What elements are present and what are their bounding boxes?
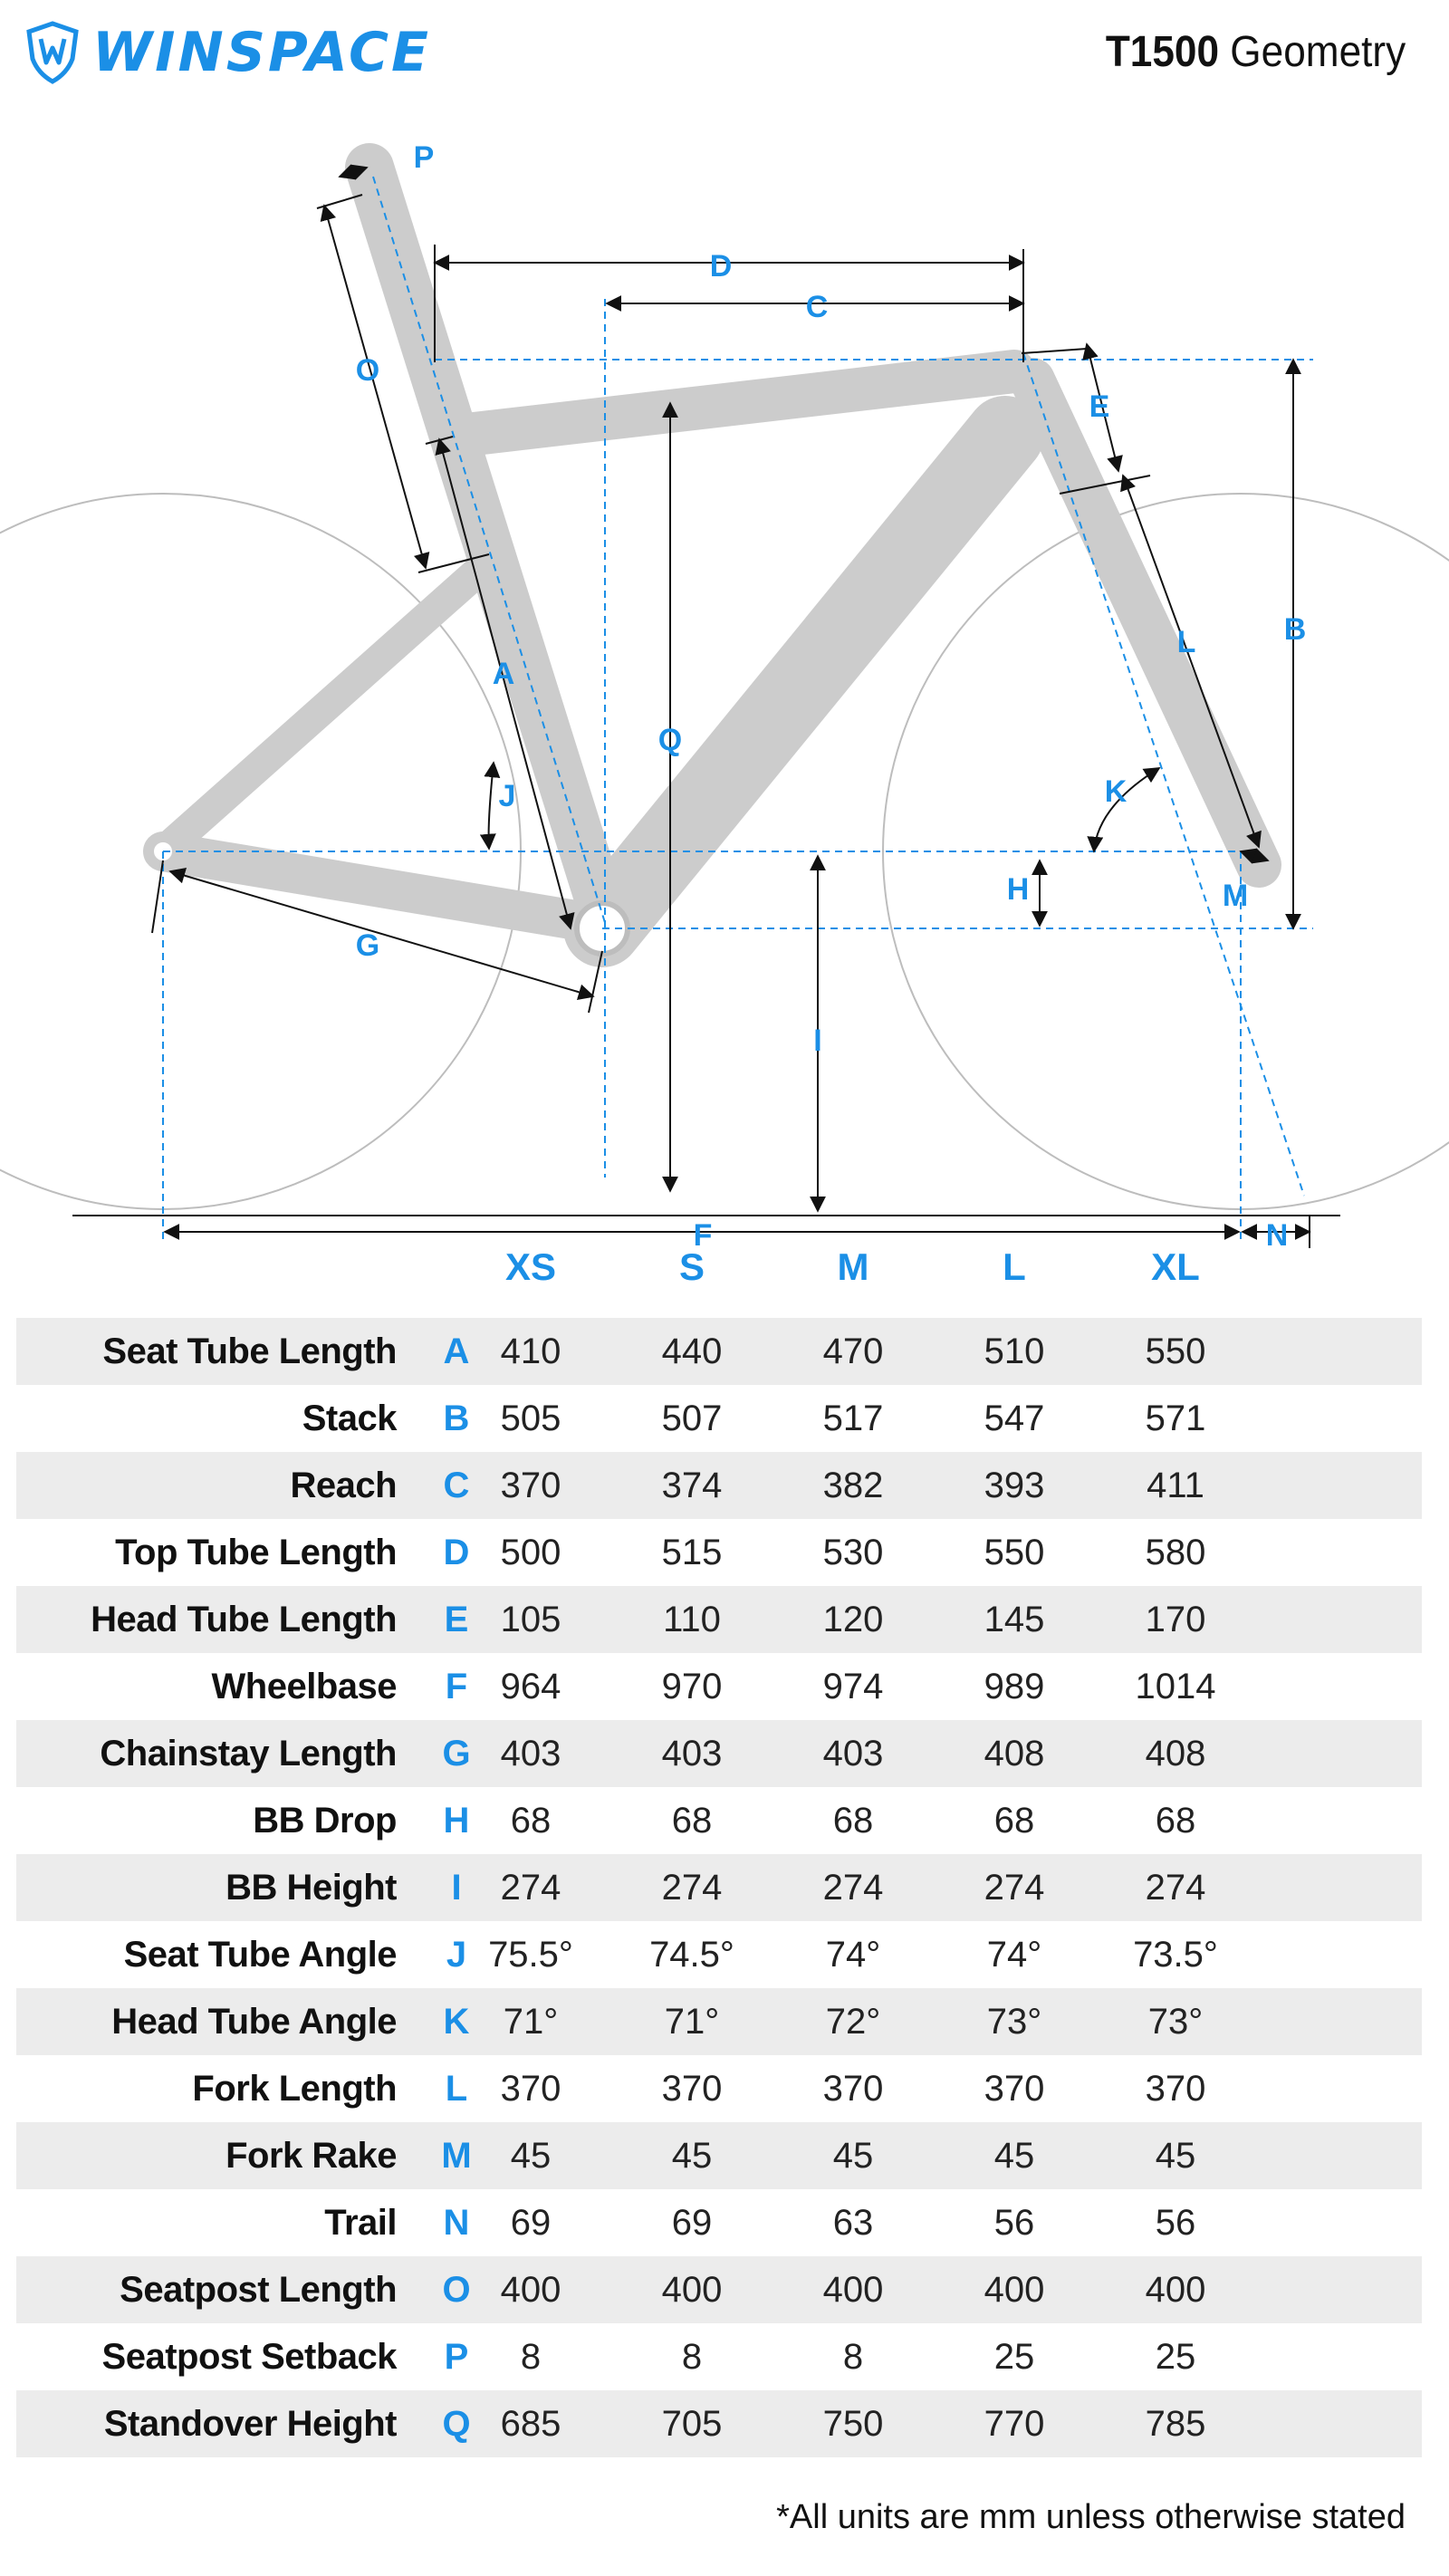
row-value-m: 470 xyxy=(822,1331,884,1371)
row-value-xl: 408 xyxy=(1145,1734,1206,1773)
row-value-m: 72° xyxy=(825,2002,881,2042)
table-row xyxy=(16,1988,1422,2055)
table-row xyxy=(16,1452,1422,1519)
header xyxy=(0,0,1449,109)
row-letter: C xyxy=(443,1466,470,1505)
title-suffix: Geometry xyxy=(1230,28,1406,76)
row-letter: H xyxy=(443,1801,470,1841)
label-i: I xyxy=(813,1024,822,1058)
row-label: Head Tube Angle xyxy=(111,2002,397,2042)
row-letter: E xyxy=(444,1600,469,1639)
table-row xyxy=(16,1921,1422,1988)
row-letter: F xyxy=(445,1667,468,1706)
row-value-s: 970 xyxy=(661,1667,723,1706)
label-j: J xyxy=(498,779,516,813)
label-b: B xyxy=(1283,612,1307,647)
geometry-diagram xyxy=(0,109,1449,1268)
row-value-xl: 785 xyxy=(1145,2404,1206,2444)
row-value-xl: 73° xyxy=(1147,2002,1204,2042)
label-n: N xyxy=(1265,1218,1289,1253)
size-header-l: L xyxy=(1003,1245,1026,1288)
row-value-s: 69 xyxy=(671,2203,713,2243)
row-value-m: 370 xyxy=(822,2069,884,2109)
label-o: O xyxy=(355,353,380,388)
row-value-s: 274 xyxy=(661,1868,723,1908)
row-letter: L xyxy=(445,2069,468,2109)
row-value-s: 400 xyxy=(661,2270,723,2310)
row-value-s: 74.5° xyxy=(649,1935,734,1975)
row-value-l: 274 xyxy=(984,1868,1045,1908)
dimension-lines xyxy=(72,168,1340,1248)
row-value-xl: 25 xyxy=(1155,2337,1196,2377)
row-letter: M xyxy=(441,2136,472,2176)
row-value-m: 45 xyxy=(832,2136,874,2176)
row-letter: A xyxy=(443,1331,470,1371)
row-letter: Q xyxy=(442,2404,471,2444)
row-value-m: 74° xyxy=(825,1935,881,1975)
label-a: A xyxy=(492,657,515,691)
row-label: Seat Tube Angle xyxy=(123,1935,397,1975)
label-f: F xyxy=(693,1218,713,1253)
row-letter: K xyxy=(443,2002,470,2042)
label-h: H xyxy=(1006,872,1030,907)
row-value-xl: 550 xyxy=(1145,1331,1206,1371)
row-value-xl: 580 xyxy=(1145,1533,1206,1572)
row-value-s: 403 xyxy=(661,1734,723,1773)
size-header-m: M xyxy=(837,1245,869,1288)
row-value-m: 517 xyxy=(822,1399,884,1438)
row-value-l: 56 xyxy=(993,2203,1035,2243)
row-label: Top Tube Length xyxy=(115,1533,397,1572)
row-value-xl: 56 xyxy=(1155,2203,1196,2243)
table-row xyxy=(16,2189,1422,2256)
row-value-s: 507 xyxy=(661,1399,723,1438)
row-value-s: 440 xyxy=(661,1331,723,1371)
row-value-l: 393 xyxy=(984,1466,1045,1505)
row-value-xs: 370 xyxy=(500,1466,561,1505)
row-value-xs: 370 xyxy=(500,2069,561,2109)
row-value-xs: 505 xyxy=(500,1399,561,1438)
size-header-s: S xyxy=(678,1245,705,1288)
row-value-s: 705 xyxy=(661,2404,723,2444)
table-row xyxy=(16,1854,1422,1921)
row-value-m: 382 xyxy=(822,1466,884,1505)
row-value-l: 73° xyxy=(986,2002,1042,2042)
row-letter: P xyxy=(444,2337,469,2377)
table-row xyxy=(16,2055,1422,2122)
row-label: Head Tube Length xyxy=(91,1600,397,1639)
row-letter: J xyxy=(446,1935,467,1975)
row-value-xs: 685 xyxy=(500,2404,561,2444)
row-value-l: 68 xyxy=(993,1801,1035,1841)
row-value-m: 750 xyxy=(822,2404,884,2444)
shield-icon xyxy=(25,21,80,84)
row-value-m: 400 xyxy=(822,2270,884,2310)
model-name: T1500 xyxy=(1105,28,1219,76)
row-value-xl: 1014 xyxy=(1135,1667,1216,1706)
row-value-m: 974 xyxy=(822,1667,884,1706)
table-row xyxy=(16,1787,1422,1854)
label-q: Q xyxy=(657,723,683,757)
row-value-l: 145 xyxy=(984,1600,1045,1639)
row-label: Stack xyxy=(302,1399,397,1438)
table-row xyxy=(16,1653,1422,1720)
table-row xyxy=(16,2256,1422,2323)
row-letter: O xyxy=(442,2270,471,2310)
size-header-xs: XS xyxy=(504,1245,557,1288)
row-value-m: 63 xyxy=(832,2203,874,2243)
row-label: Wheelbase xyxy=(211,1667,397,1706)
label-p: P xyxy=(413,140,435,175)
row-value-m: 68 xyxy=(832,1801,874,1841)
row-value-s: 370 xyxy=(661,2069,723,2109)
label-m: M xyxy=(1222,879,1249,913)
table-row xyxy=(16,1720,1422,1787)
row-value-l: 550 xyxy=(984,1533,1045,1572)
label-e: E xyxy=(1089,389,1110,424)
row-value-xl: 170 xyxy=(1145,1600,1206,1639)
row-value-xl: 411 xyxy=(1147,1466,1204,1505)
row-value-s: 515 xyxy=(661,1533,723,1572)
row-value-l: 74° xyxy=(986,1935,1042,1975)
row-value-xs: 410 xyxy=(500,1331,561,1371)
row-value-xs: 105 xyxy=(500,1600,561,1639)
row-value-xs: 75.5° xyxy=(488,1935,573,1975)
label-l: L xyxy=(1176,625,1196,659)
page-title xyxy=(1106,27,1406,77)
label-c: C xyxy=(805,290,829,324)
row-value-m: 274 xyxy=(822,1868,884,1908)
brand-logo xyxy=(25,20,431,85)
row-value-xs: 964 xyxy=(500,1667,561,1706)
row-value-xl: 73.5° xyxy=(1133,1935,1218,1975)
row-letter: G xyxy=(442,1734,471,1773)
row-value-xl: 274 xyxy=(1145,1868,1206,1908)
table-row xyxy=(16,2390,1422,2457)
row-value-l: 25 xyxy=(993,2337,1035,2377)
row-value-xs: 71° xyxy=(503,2002,559,2042)
row-value-xl: 68 xyxy=(1155,1801,1196,1841)
row-letter: D xyxy=(443,1533,470,1572)
row-value-l: 370 xyxy=(984,2069,1045,2109)
row-value-s: 68 xyxy=(671,1801,713,1841)
row-label: BB Drop xyxy=(253,1801,397,1841)
row-value-s: 45 xyxy=(671,2136,713,2176)
row-label: Standover Height xyxy=(103,2404,397,2444)
row-value-l: 45 xyxy=(993,2136,1035,2176)
row-value-xs: 8 xyxy=(520,2337,542,2377)
row-letter: I xyxy=(451,1868,462,1908)
row-label: Reach xyxy=(290,1466,397,1505)
row-value-m: 530 xyxy=(822,1533,884,1572)
row-value-xs: 69 xyxy=(510,2203,552,2243)
footnote: *All units are mm unless otherwise stated xyxy=(776,2498,1406,2536)
row-label: Chainstay Length xyxy=(100,1734,397,1773)
row-value-xl: 45 xyxy=(1155,2136,1196,2176)
row-value-xl: 571 xyxy=(1145,1399,1206,1438)
row-value-l: 510 xyxy=(984,1331,1045,1371)
row-value-l: 770 xyxy=(984,2404,1045,2444)
row-value-m: 120 xyxy=(822,1600,884,1639)
row-value-xs: 68 xyxy=(510,1801,552,1841)
row-value-l: 989 xyxy=(984,1667,1045,1706)
table-row xyxy=(16,1318,1422,1385)
label-g: G xyxy=(355,928,380,963)
table-row xyxy=(16,1519,1422,1586)
table-row xyxy=(16,2122,1422,2189)
row-label: Seat Tube Length xyxy=(102,1331,397,1371)
row-value-xl: 400 xyxy=(1145,2270,1206,2310)
row-value-s: 374 xyxy=(661,1466,723,1505)
row-value-xs: 45 xyxy=(510,2136,552,2176)
size-header-xl: XL xyxy=(1151,1245,1200,1288)
row-letter: B xyxy=(443,1399,470,1438)
row-value-xl: 370 xyxy=(1145,2069,1206,2109)
row-value-s: 110 xyxy=(663,1600,721,1639)
table-row xyxy=(16,2323,1422,2390)
brand-name: WINSPACE xyxy=(92,21,432,84)
label-d: D xyxy=(709,249,733,284)
row-value-l: 408 xyxy=(984,1734,1045,1773)
row-letter: N xyxy=(443,2203,470,2243)
row-value-m: 8 xyxy=(842,2337,864,2377)
row-label: Fork Length xyxy=(192,2069,397,2109)
row-label: Trail xyxy=(324,2203,397,2243)
row-value-xs: 274 xyxy=(500,1868,561,1908)
row-value-s: 8 xyxy=(681,2337,703,2377)
row-value-xs: 500 xyxy=(500,1533,561,1572)
row-label: Fork Rake xyxy=(226,2136,397,2176)
table-row xyxy=(16,1586,1422,1653)
row-value-l: 547 xyxy=(984,1399,1045,1438)
row-value-s: 71° xyxy=(664,2002,720,2042)
row-label: BB Height xyxy=(226,1868,397,1908)
row-value-m: 403 xyxy=(822,1734,884,1773)
label-k: K xyxy=(1104,774,1128,809)
row-value-xs: 403 xyxy=(500,1734,561,1773)
row-label: Seatpost Setback xyxy=(101,2337,397,2377)
row-label: Seatpost Length xyxy=(120,2270,397,2310)
row-value-xs: 400 xyxy=(500,2270,561,2310)
table-row xyxy=(16,1385,1422,1452)
row-value-l: 400 xyxy=(984,2270,1045,2310)
